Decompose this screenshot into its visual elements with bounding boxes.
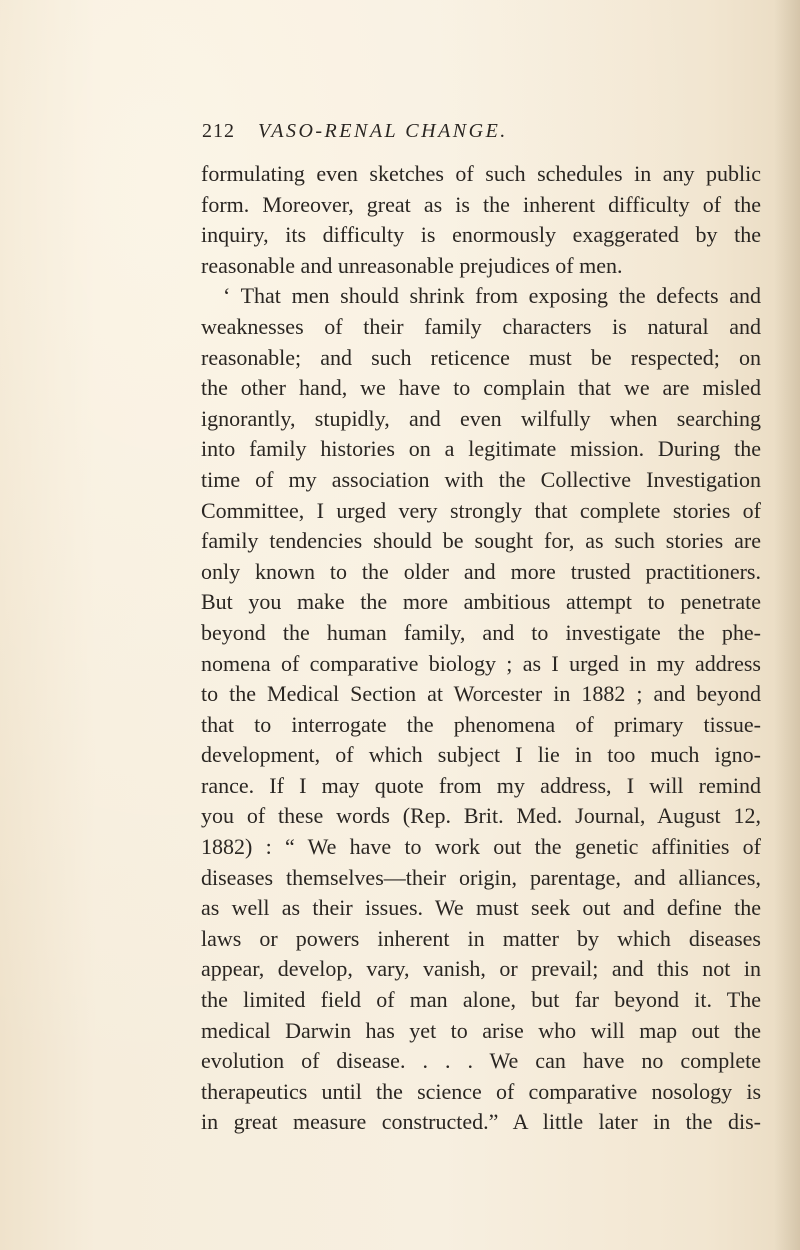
text-line: rance. If I may quote from my address, I will remind — [201, 772, 761, 798]
text-line: 1882) : “ We have to work out the genetic affinities of — [201, 834, 761, 860]
text-line: inquiry, its difficulty is enormously exaggerated by the — [201, 222, 761, 248]
text-line: But you make the more ambitious attempt to penetrate — [201, 589, 761, 615]
body-text — [201, 159, 761, 1138]
text-line: beyond the human family, and to investigate the phe- — [201, 619, 761, 645]
text-line: form. Moreover, great as is the inherent difficulty of the — [201, 191, 761, 217]
text-line: weaknesses of their family characters is natural and — [201, 313, 761, 339]
page-edge-shadow — [774, 0, 800, 1250]
text-line: therapeutics until the science of comparative nosology is — [201, 1078, 761, 1104]
text-line: into family histories on a legitimate mission. During the — [201, 436, 761, 462]
page-header — [202, 120, 762, 146]
text-line: ‘ That men should shrink from exposing the defects and — [223, 283, 761, 309]
text-line: reasonable and unreasonable prejudices of men. — [201, 252, 623, 278]
running-head: VASO-RENAL CHANGE. — [258, 120, 508, 142]
text-line: development, of which subject I lie in too much igno- — [201, 742, 761, 768]
text-line: as well as their issues. We must seek out and define the — [201, 895, 761, 921]
text-line: formulating even sketches of such schedules in any public — [201, 161, 761, 186]
page-number: 212 — [202, 120, 235, 142]
text-line: in great measure constructed.” A little later in the dis- — [201, 1109, 761, 1135]
text-line: ignorantly, stupidly, and even wilfully when searching — [201, 405, 761, 431]
text-line: evolution of disease. . . . We can have no complete — [201, 1048, 761, 1074]
text-line: time of my association with the Collective Investigation — [201, 466, 761, 492]
text-line: reasonable; and such reticence must be respected; on — [201, 344, 761, 370]
text-line: the limited field of man alone, but far beyond it. The — [201, 987, 761, 1013]
text-line: that to interrogate the phenomena of primary tissue- — [201, 711, 761, 737]
text-line: the other hand, we have to complain that we are misled — [201, 375, 761, 401]
text-line: you of these words (Rep. Brit. Med. Journal, August 12, — [201, 803, 761, 829]
text-line: medical Darwin has yet to arise who will map out the — [201, 1017, 761, 1043]
text-line: laws or powers inherent in matter by which diseases — [201, 925, 761, 951]
text-line: to the Medical Section at Worcester in 1882 ; and beyond — [201, 681, 761, 707]
text-line: Committee, I urged very strongly that complete stories of — [201, 497, 761, 523]
text-line: nomena of comparative biology ; as I urged in my address — [201, 650, 761, 676]
text-line: diseases themselves—their origin, parentage, and alliances, — [201, 864, 761, 890]
text-line: appear, develop, vary, vanish, or prevail; and this not in — [201, 956, 761, 982]
text-line: family tendencies should be sought for, as such stories are — [201, 528, 761, 554]
text-line: only known to the older and more trusted practitioners. — [201, 558, 761, 584]
